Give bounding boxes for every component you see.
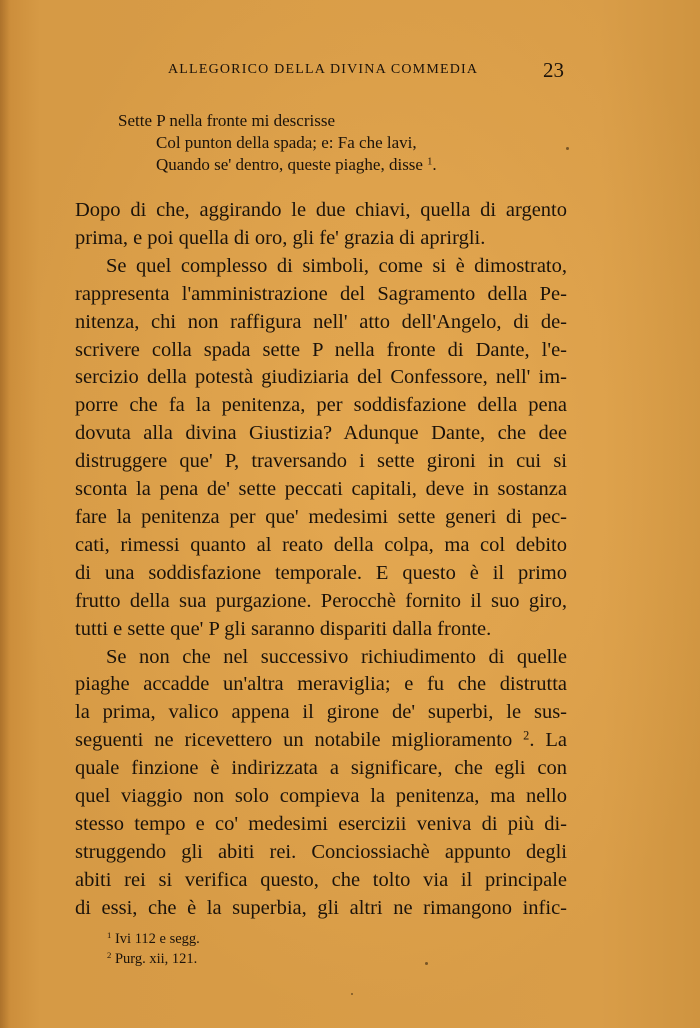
verse-end-punctuation: . [432,155,437,174]
footnote-mark: 2 [107,950,112,961]
footnote [107,929,200,949]
verse-quotation [118,110,437,176]
text-line [75,727,567,755]
text-line: prima, e poi quella di oro, gli fe' grazia di aprirgli. [75,226,486,249]
verse-line-text: Quando se' dentro, queste piaghe, disse [156,155,423,174]
verse-line: Col punton della spada; e: Fa che lavi, [156,133,417,152]
text-line: la prima, valico appena il girone de' superbi, le sus- [75,701,567,724]
footnote-mark: 1 [107,930,112,941]
text-line: fare la penitenza per que' medesimi sette generi di pec- [75,505,567,528]
text-line: struggendo gli abiti rei. Conciossiachè appunto degli [75,840,567,863]
text-line: Se quel complesso di simboli, come si è dimostrato, [106,254,567,277]
text-line: sconta la pena de' sette peccati capitali, deve in sostanza [75,478,567,501]
text-line: frutto della sua purgazione. Perocchè fornito il suo giro, [75,589,567,612]
text-line: tutti e sette que' P gli saranno dispariti dalla fronte. [75,617,492,640]
body-text [75,197,567,923]
text-line: quale finzione è indirizzata a significare, che egli con [75,757,567,780]
text-line: di essi, che è la superbia, gli altri ne rimangono infic- [75,896,567,919]
verse-line [118,154,437,176]
page-gutter-shadow [0,0,10,1028]
text-line: sercizio della potestà giudiziaria del Confessore, nell' im- [75,366,567,389]
paper-speck [351,993,353,995]
footnote-ref: 1 [427,156,433,168]
paper-speck [566,147,569,150]
text-line: rappresenta l'amministrazione del Sagramento della Pe- [75,282,567,305]
footnote-text: Ivi 112 e segg. [114,931,200,947]
running-title: ALLEGORICO DELLA DIVINA COMMEDIA [168,62,479,77]
text-line-tail: . La [529,729,567,752]
text-line: quel viaggio non solo compieva la penitenza, ma nello [75,785,567,808]
paper-speck [425,962,428,965]
text-line: di una soddisfazione temporale. E questo è il primo [75,561,567,584]
text-line: cati, rimessi quanto al reato della colpa, ma col debito [75,533,567,556]
text-line: nitenza, chi non raffigura nell' atto dell'Angelo, di de- [75,310,567,333]
text-line: porre che fa la penitenza, per soddisfazione della pena [75,394,567,417]
footnote-ref: 2 [523,728,530,743]
footnotes [107,929,200,969]
text-line: distruggere que' P, traversando i sette gironi in cui si [75,450,567,473]
text-line: abiti rei si verifica questo, che tolto via il principale [75,868,567,891]
text-line: stesso tempo e co' medesimi esercizii veniva di più di- [75,812,567,835]
text-line: dovuta alla divina Giustizia? Adunque Dante, che dee [75,422,567,445]
text-line: scrivere colla spada sette P nella fronte di Dante, l'e- [75,338,567,361]
verse-line: Sette P nella fronte mi descrisse [118,111,336,130]
text-line: Se non che nel successivo richiudimento di quelle [106,645,567,668]
footnote-text: Purg. xii, 121. [114,951,198,967]
footnote [107,949,200,969]
text-line: piaghe accadde un'altra meraviglia; e fu che distrutta [75,673,567,696]
text-line-content: seguenti ne ricevettero un notabile miglioramento [75,729,513,752]
page-number: 23 [543,58,564,82]
text-line: Dopo di che, aggirando le due chiavi, quella di argento [75,199,567,221]
